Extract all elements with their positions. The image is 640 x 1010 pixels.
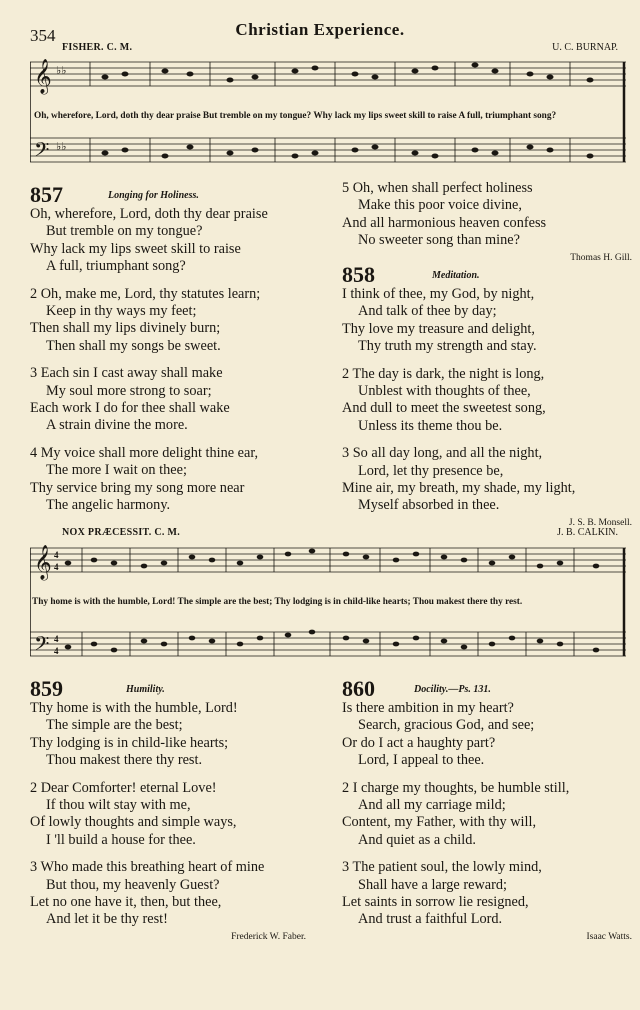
hymn-857-continued [342,180,632,267]
verse [30,780,320,850]
verse [342,286,632,356]
author-credit: Frederick W. Faber. [231,931,306,942]
verse-line: 2 The day is dark, the night is long, [342,365,545,382]
verse-line: And trust a faithful Lord. [358,911,503,928]
verse-line: A full, triumphant song? [46,258,186,275]
verse-line: Is there ambition in my heart? [342,700,514,716]
verse-line: A strain divine the more. [46,417,188,434]
verse [342,700,632,770]
verse-line: Thy truth my strength and stay. [358,338,537,355]
verse [30,365,320,435]
verse-line: And talk of thee by day; [358,303,497,320]
verse-line: But tremble on my tongue? [46,223,203,240]
svg-text:4: 4 [54,646,59,656]
verse-line: 3 So all day long, and all the night, [342,445,543,462]
verse-line: And all harmonious heaven confess [342,214,547,231]
hymn-number: 858 [342,262,375,287]
author-credit: Thomas H. Gill. [570,252,632,263]
verse [30,445,320,515]
verse-line: 2 Dear Comforter! eternal Love! [30,779,217,796]
hymn-number: 860 [342,676,375,701]
svg-text:𝄞: 𝄞 [34,545,52,580]
tune-composer-calkin: J. B. CALKIN. [557,527,618,538]
hymn-title: Meditation. [432,270,480,281]
verse-line: Why lack my lips sweet skill to raise [30,240,241,257]
verse-line: 5 Oh, when shall perfect holiness [342,180,533,196]
hymn-title: Humility. [126,684,165,695]
svg-text:𝄢: 𝄢 [34,138,50,166]
verse-line: 3 Each sin I cast away shall make [30,365,223,382]
verse-line: I 'll build a house for thee. [46,831,196,848]
verse-line: Let no one have it, then, but thee, [30,894,222,911]
verse-line: Keep in thy ways my feet; [46,303,197,320]
verse-line: But thou, my heavenly Guest? [46,876,220,893]
verse-line: And all my carriage mild; [358,797,506,814]
running-head: Christian Experience. [235,20,405,39]
svg-text:𝄢: 𝄢 [34,632,50,660]
verse-line: Search, gracious God, and see; [358,717,535,734]
svg-text:4: 4 [54,562,59,572]
verse-line: Lord, let thy presence be, [358,462,504,479]
page-number: 354 [30,26,56,45]
verse-line: Make this poor voice divine, [358,197,522,214]
verse-line: 2 Oh, make me, Lord, thy statutes learn; [30,285,261,302]
verse-line: Then shall my songs be sweet. [46,337,221,354]
verse-line: Of lowly thoughts and simple ways, [30,814,237,831]
svg-text:♭♭: ♭♭ [56,65,67,77]
verse-line: Shall have a large reward; [358,876,507,893]
hymn-title: Longing for Holiness. [108,190,199,201]
verse-line: Let saints in sorrow lie resigned, [342,894,529,911]
hymn-859 [30,676,330,946]
verse-line: 3 Who made this breathing heart of mine [30,859,265,876]
music-system-fisher [30,56,626,184]
verse-line: 3 The patient soul, the lowly mind, [342,859,542,876]
svg-text:4: 4 [54,634,59,644]
verse-line: The angelic harmony. [46,497,171,514]
verse-line: Mine air, my breath, my shade, my light, [342,480,576,497]
verse-line: Thy lodging is in child-like hearts; [30,734,229,751]
verse [30,859,320,929]
verse-line: Unblest with thoughts of thee, [358,383,531,400]
verse [342,180,632,250]
verse-line: 4 My voice shall more delight thine ear, [30,444,259,461]
verse-line: My soul more strong to soar; [46,382,212,399]
music-system-nox-praecessit [30,540,626,672]
underlay-text: Thy home is with the humble, Lord! The simple are the best; Thy lodging is in child-like hearts; Thou makest there thy rest. [32,597,523,607]
verse-line: Thou makest there thy rest. [46,752,203,769]
verse-line: And dull to meet the sweetest song, [342,400,546,417]
hymn-858 [342,262,632,532]
verse-line: I think of thee, my God, by night, [342,286,535,302]
verse [342,859,632,929]
verse-line: Thy home is with the humble, Lord! [30,700,238,716]
hymn-857 [30,182,320,525]
verse [30,206,320,276]
verse-line: Thy love my treasure and delight, [342,320,535,337]
author-credit: J. S. B. Monsell. [568,517,632,528]
verse-line: Oh, wherefore, Lord, doth thy dear praise [30,206,268,222]
hymn-860 [342,676,632,946]
verse-line: The simple are the best; [46,717,183,734]
author-credit: Isaac Watts. [586,931,632,942]
verse-line: Lord, I appeal to thee. [358,752,485,769]
hymn-title: Docility.—Ps. 131. [414,684,491,695]
verse [342,445,632,515]
hymn-number: 859 [30,676,63,701]
svg-text:4: 4 [54,550,59,560]
verse-line: Myself absorbed in thee. [358,497,500,514]
verse-line: And quiet as a child. [358,831,476,848]
hymn-number: 857 [30,182,63,207]
verse-line: If thou wilt stay with me, [46,797,191,814]
verse-line: Then shall my lips divinely burn; [30,320,221,337]
verse [342,780,632,850]
verse-line: Content, my Father, with thy will, [342,814,537,831]
verse-line: The more I wait on thee; [46,462,187,479]
verse-line: Or do I act a haughty part? [342,734,496,751]
verse [342,366,632,436]
svg-text:♭♭: ♭♭ [56,141,67,153]
verse [30,700,320,770]
verse [30,286,320,356]
tune-name-fisher: FISHER. C. M. [62,42,133,53]
underlay-text: Oh, wherefore, Lord, doth thy dear praise But tremble on my tongue? Why lack my lips sweet skill to raise A full, triumphant song? [34,111,557,121]
verse-line: Unless its theme thou be. [358,417,503,434]
tune-name-nox-praecessit: NOX PRÆCESSIT. C. M. [62,527,181,538]
verse-line: Thy service bring my song more near [30,479,245,496]
verse-line: No sweeter song than mine? [358,232,520,249]
verse-line: Each work I do for thee shall wake [30,400,230,417]
svg-text:𝄞: 𝄞 [34,59,52,94]
verse-line: 2 I charge my thoughts, be humble still, [342,779,570,796]
tune-composer-burnap: U. C. BURNAP. [552,42,618,53]
verse-line: And let it be thy rest! [46,911,168,928]
